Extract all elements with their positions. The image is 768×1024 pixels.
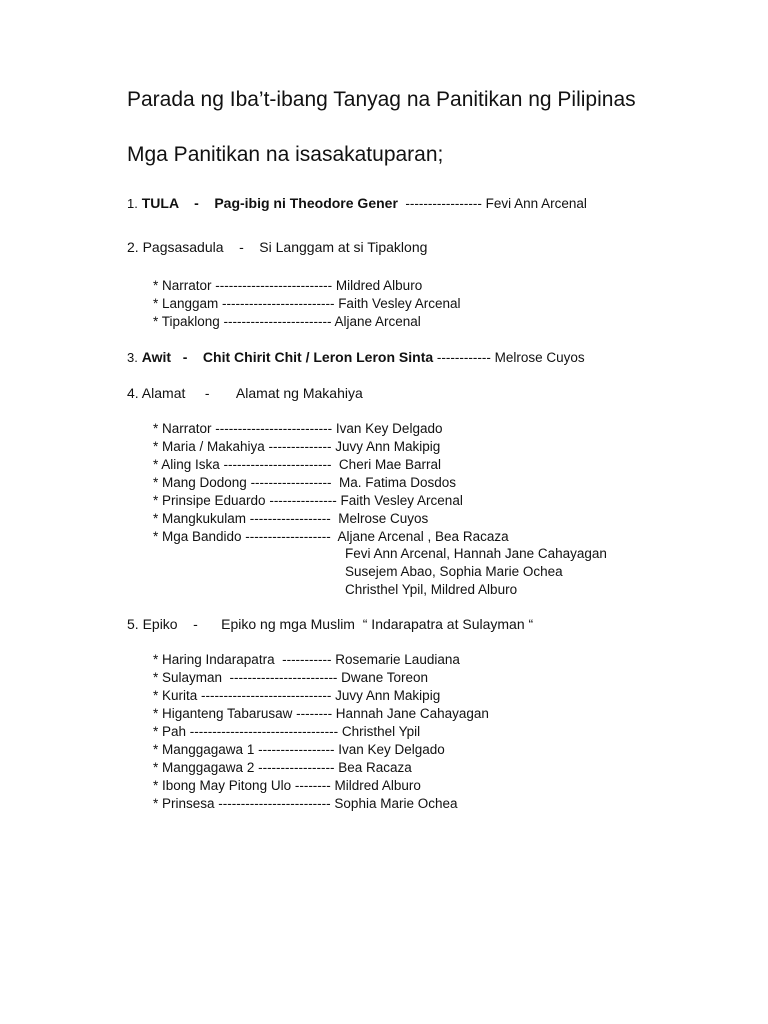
role-item: * Mang Dodong ------------------ Ma. Fatima Dosdos — [153, 475, 457, 490]
role-item: * Pah --------------------------------- Christhel Ypil — [153, 724, 421, 739]
role-continuation: Susejem Abao, Sophia Marie Ochea — [345, 564, 563, 579]
section-dashes: ------------ — [433, 350, 491, 365]
role-item: * Narrator -------------------------- Mildred Alburo — [153, 278, 423, 293]
section-4-bandido-names — [345, 545, 607, 599]
role-item: * Langgam ------------------------- Faith Vesley Arcenal — [153, 296, 461, 311]
role-item: * Manggagawa 2 ----------------- Bea Racaza — [153, 760, 412, 775]
section-5-heading: 5. Epiko - Epiko ng mga Muslim “ Indarapatra at Sulayman “ — [127, 616, 534, 632]
role-item: * Tipaklong ------------------------ Aljane Arcenal — [153, 314, 421, 329]
role-continuation: Fevi Ann Arcenal, Hannah Jane Cahayagan — [345, 546, 607, 561]
role-item: * Higanteng Tabarusaw -------- Hannah Jane Cahayagan — [153, 706, 489, 721]
section-title: Awit - Chit Chirit Chit / Leron Leron Sinta — [141, 349, 434, 365]
document-title: Parada ng Iba’t-ibang Tanyag na Panitikan ng Pilipinas — [127, 88, 636, 111]
section-dashes: ----------------- — [397, 196, 482, 211]
role-item: * Prinsesa ------------------------- Sophia Marie Ochea — [153, 796, 458, 811]
role-item: * Ibong May Pitong Ulo -------- Mildred Alburo — [153, 778, 421, 793]
section-5-roles — [153, 651, 489, 813]
role-item: * Mga Bandido ------------------- Aljane Arcenal , Bea Racaza — [153, 529, 509, 544]
section-performer: Fevi Ann Arcenal — [481, 196, 587, 211]
role-item: * Haring Indarapatra ----------- Rosemarie Laudiana — [153, 652, 460, 667]
role-item: * Manggagawa 1 ----------------- Ivan Key Delgado — [153, 742, 445, 757]
role-item: * Mangkukulam ------------------ Melrose Cuyos — [153, 511, 429, 526]
section-title: TULA - Pag-ibig ni Theodore Gener — [141, 195, 398, 211]
role-item: * Narrator -------------------------- Ivan Key Delgado — [153, 421, 443, 436]
role-continuation: Christhel Ypil, Mildred Alburo — [345, 582, 518, 597]
section-2-roles — [153, 277, 461, 331]
section-performer: Melrose Cuyos — [490, 350, 585, 365]
section-4-roles — [153, 420, 509, 546]
section-1-heading — [127, 195, 587, 211]
section-3-heading — [127, 349, 585, 365]
role-item: * Sulayman ------------------------ Dwane Toreon — [153, 670, 428, 685]
role-item: * Aling Iska ------------------------ Cheri Mae Barral — [153, 457, 441, 472]
section-number: 3. — [127, 350, 138, 365]
section-4-heading: 4. Alamat - Alamat ng Makahiya — [127, 385, 363, 401]
section-number: 1. — [127, 196, 138, 211]
document-subtitle: Mga Panitikan na isasakatuparan; — [127, 143, 444, 166]
section-2-heading: 2. Pagsasadula - Si Langgam at si Tipaklong — [127, 239, 428, 255]
role-item: * Maria / Makahiya -------------- Juvy Ann Makipig — [153, 439, 441, 454]
role-item: * Prinsipe Eduardo --------------- Faith Vesley Arcenal — [153, 493, 463, 508]
role-item: * Kurita ----------------------------- Juvy Ann Makipig — [153, 688, 441, 703]
